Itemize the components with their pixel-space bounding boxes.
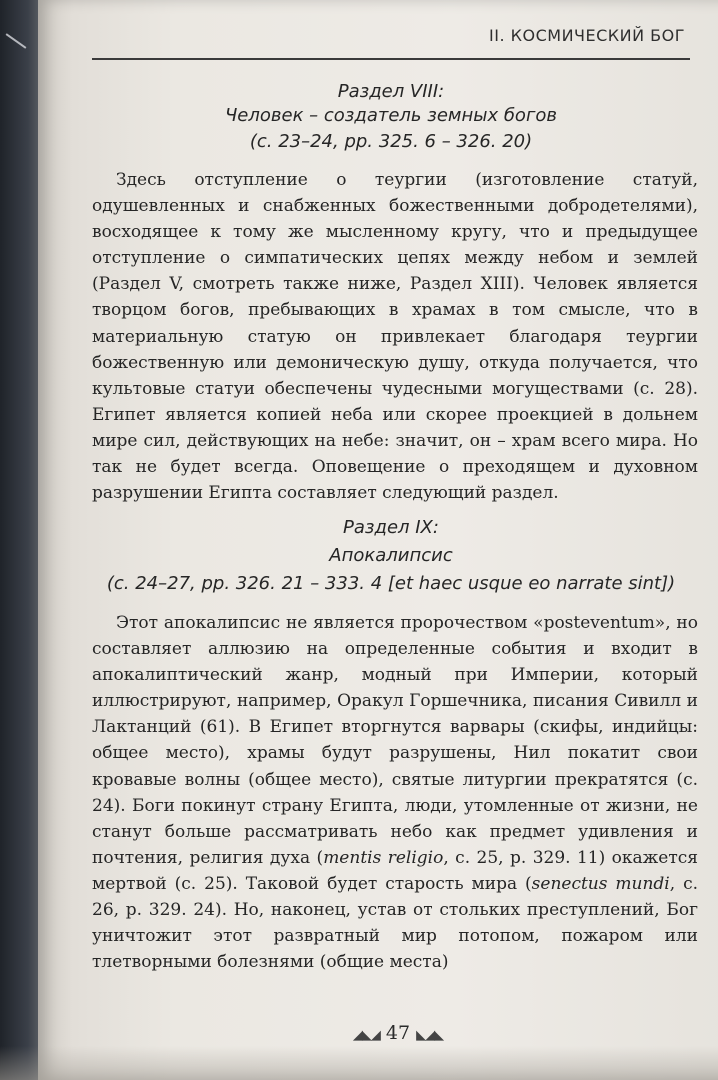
latin-term-senectus-mundi: senectus mundi	[531, 873, 670, 894]
page-number: 47	[385, 1022, 411, 1044]
book-cover-edge	[0, 0, 40, 1080]
section8-subtitle: Человек – создатель земных богов	[224, 105, 558, 126]
apocalypse-text-3: , с. 26, р. 329. 24). Но, наконец, устав от стольких преступлений, Бог уничтожит этот развратный мир потопом, пожаром или тлетворными болезнями (общие места)	[92, 873, 699, 973]
page-number-block	[338, 1022, 458, 1044]
apocalypse-text-1: Этот апокалипсис не является пророчеством «posteventum», но составляет аллюзию на определенные события и входит в апокалиптический жанр, модный при Империи, который иллюстрируют, например, Оракул Горшечника, писания Сивилл и Лактанций (61). В Египет вторгнутся варвары (скифы, индийцы: общее место), храмы будут разрушены, Нил покатит свои кровавые волны (общее место), святые литургии прекратятся (с. 24). Боги покинут страну Египта, люди, утомленные от жизни, не станут больше рассматривать небо как предмет удивления и почтения, религия духа (	[92, 613, 698, 868]
paragraph-theurgy: Здесь отступление о теургии (изготовление статуй, одушевленных и снабженных божественными добродетелями), восходящее к тому же мысленному кругу, что и предыдущее отступление о симпатических цепях между небом и землей (Раздел V, смотреть также ниже, Раздел XIII). Человек является творцом богов, пребывающих в храмах в том смысле, что в материальную статую он привлекает благодаря теургии божественную или демоническую душу, откуда получается, что культовые статуи обеспечены чудесными могуществами (с. 28). Египет является копией неба или скорее проекцией в дольнем мире сил, действующих на небе: значит, он – храм всего мира. Но так не будет всегда. Оповещение о преходящем и духовном разрушении Египта составляет следующий раздел.	[92, 170, 698, 504]
section8-ref: (с. 23–24, pp. 325. 6 – 326. 20)	[249, 131, 533, 152]
right-ornament-icon: ◣◢◣	[416, 1028, 444, 1043]
apocalypse-text-2: , с. 25, р. 329. 11) окажется мертвой (с. 25). Таковой будет старость мира (	[92, 847, 698, 894]
section9-ref: (с. 24–27, pp. 326. 21 – 333. 4 [et haec usque eo narrate sint])	[106, 573, 676, 594]
left-ornament-icon: ◢◣◢	[352, 1028, 380, 1043]
page-bottom-shadow	[0, 1046, 718, 1080]
paragraph-apocalypse	[92, 610, 698, 975]
section8-title: Раздел VIII:	[337, 81, 445, 102]
section9-subtitle: Апокалипсис	[329, 545, 453, 566]
section9-title: Раздел IX:	[343, 517, 439, 538]
header-rule	[92, 58, 690, 60]
running-head: II. КОСМИЧЕСКИЙ БОГ	[489, 26, 685, 45]
latin-term-mentis-religio: mentis religio	[323, 847, 444, 868]
